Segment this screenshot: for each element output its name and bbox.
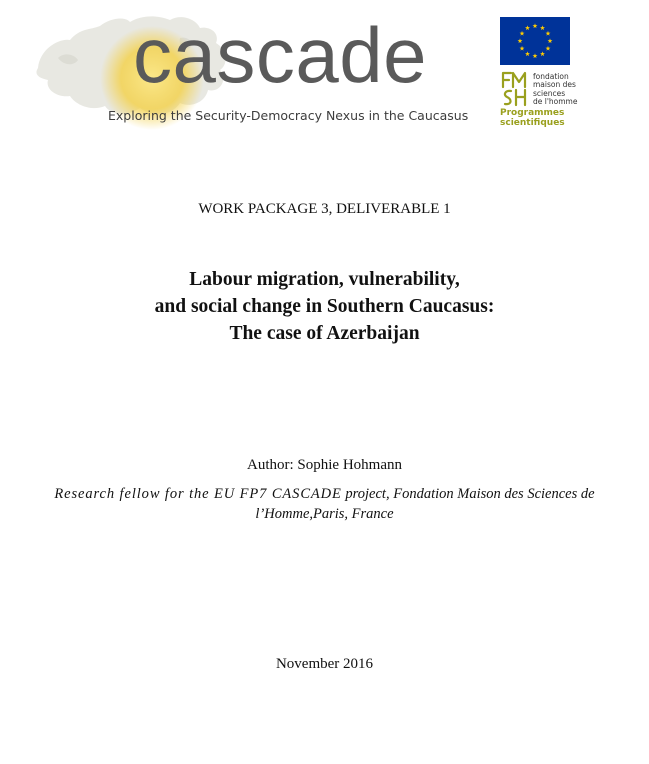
cascade-logo [30,8,469,133]
fmsh-programmes-line: Programmes [500,108,565,118]
work-package-heading: WORK PACKAGE 3, DELIVERABLE 1 [198,201,451,217]
cascade-wordmark: cascade [133,11,428,99]
fmsh-monogram-icon [500,70,530,108]
cascade-tagline: Exploring the Security-Democracy Nexus in the Caucasus [108,108,469,123]
author-line: Author: Sophie Hohmann [247,457,402,473]
fmsh-name-line: de l'homme [533,97,578,107]
fmsh-name-line: maison des [533,80,576,90]
document-title-line: and social change in Southern Caucasus: [154,296,495,317]
fmsh-name-line: sciences [533,88,566,98]
fmsh-logo [500,70,610,132]
document-date: November 2016 [275,656,374,672]
fmsh-programmes-line: scientifiques [500,118,565,128]
fmsh-name-line: fondation [533,72,569,81]
fmsh-programmes [500,108,565,128]
document-title-line: The case of Azerbaijan [229,323,420,344]
document-title [0,266,649,347]
affiliation-part: project, Fondation Maison des Sciences de l’Homme,Paris, France [255,486,595,522]
author-affiliation [30,484,619,524]
eu-flag-icon [500,17,570,65]
document-title-line: Labour migration, vulnerability, [189,269,460,290]
affiliation-part: Research fellow for the EU FP7 CASCADE [54,486,342,502]
fmsh-name [533,73,613,107]
